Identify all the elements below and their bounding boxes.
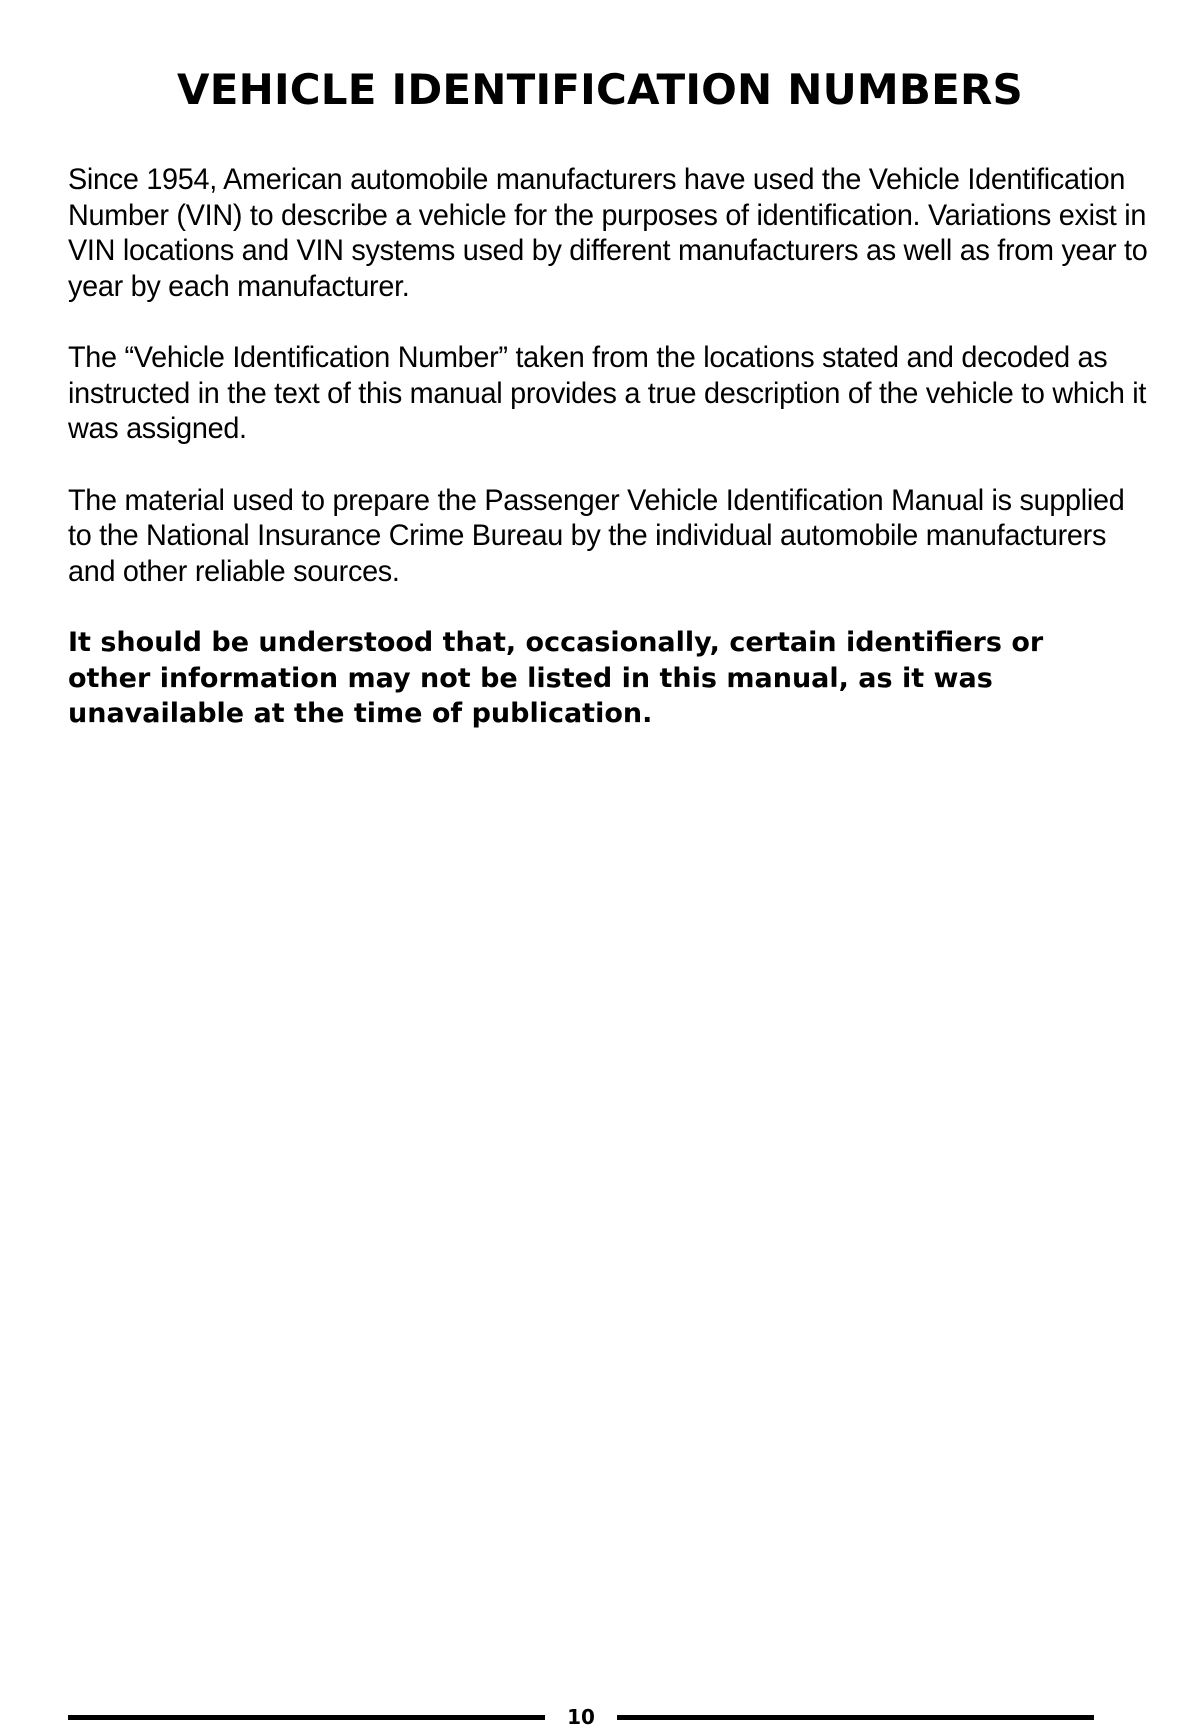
page-footer	[68, 1707, 1094, 1727]
notice-paragraph: It should be understood that, occasionally, certain identifiers or other information may not be listed in this manual, as it was unavailable at the time of publication.	[68, 627, 1044, 729]
paragraph-vin-description: The “Vehicle Identification Number” taken from the locations stated and decoded as instructed in the text of this manual provides a true description of the vehicle to which it was assigned.	[68, 341, 1147, 445]
page-title: VEHICLE IDENTIFICATION NUMBERS	[177, 65, 1023, 114]
page-number: 10	[567, 1705, 595, 1729]
paragraph-material-source: The material used to prepare the Passenger Vehicle Identification Manual is supplied to the National Insurance Crime Bureau by the individual automobile manufacturers and other reliable sources.	[68, 483, 1125, 588]
footer-rule-right	[617, 1715, 1094, 1720]
paragraph-vin-history: Since 1954, American automobile manufacturers have used the Vehicle Identification Number (VIN) to describe a vehicle for the purposes of identification. Variations exist in VIN locations and VIN systems used by different manufacturers as well as from year to year by each manufacturer.	[68, 163, 1148, 303]
footer-rule-left	[68, 1715, 545, 1720]
body-text	[68, 162, 1148, 768]
